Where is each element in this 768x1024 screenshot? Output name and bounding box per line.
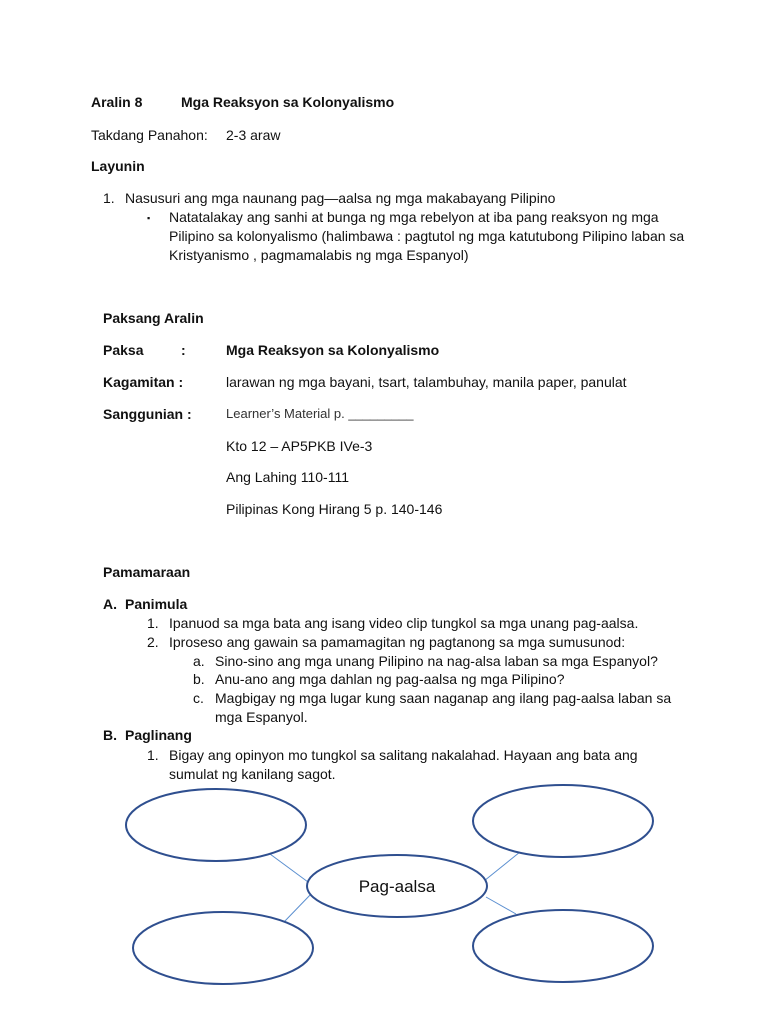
reference-item: Ang Lahing 110-111 xyxy=(226,469,349,485)
question-text: Magbigay ng mga lugar kung saan naganap ang ilang pag-aalsa laban sa xyxy=(215,690,672,706)
answer-bubble xyxy=(126,789,306,861)
objective-number: 1. xyxy=(103,190,115,206)
question-text: Anu-ano ang mga dahlan ng pag-aalsa ng mga Pilipino? xyxy=(215,671,565,687)
step-text: sumulat ng kanilang sagot. xyxy=(169,766,336,782)
question-text: mga Espanyol. xyxy=(215,709,308,725)
reference-item: Kto 12 – AP5PKB IVe-3 xyxy=(226,438,373,454)
connector-line xyxy=(484,852,520,881)
step-text: Ipanuod sa mga bata ang isang video clip tungkol sa mga unang pag-aalsa. xyxy=(169,615,639,631)
step-number: 1. xyxy=(147,615,159,631)
question-text: Sino-sino ang mga unang Pilipino na nag-alsa laban sa mga Espanyol? xyxy=(215,653,658,669)
materials-value: larawan ng mga bayani, tsart, talambuhay, manila paper, panulat xyxy=(226,374,627,390)
answer-bubble xyxy=(133,912,313,984)
step-text: Iproseso ang gawain sa pamamagitan ng pagtanong sa mga sumusunod: xyxy=(169,634,626,650)
reference-item: Learner’s Material p. _________ xyxy=(226,406,414,421)
procedure-heading: Pamamaraan xyxy=(103,564,191,580)
section-a-letter: A. xyxy=(103,596,117,612)
connector-line xyxy=(284,893,312,922)
section-a-title: Panimula xyxy=(125,596,188,612)
question-letter: b. xyxy=(193,671,205,687)
step-number: 1. xyxy=(147,747,159,763)
answer-bubble xyxy=(473,910,653,982)
topic-colon: : xyxy=(181,342,186,358)
connector-line xyxy=(270,854,308,882)
bullet-square-icon: ▪ xyxy=(147,213,151,223)
step-text: Bigay ang opinyon mo tungkol sa salitang nakalahad. Hayaan ang bata ang xyxy=(169,747,638,763)
section-b-title: Paglinang xyxy=(125,727,192,743)
materials-label: Kagamitan : xyxy=(103,374,184,390)
objective-bullet-line: Kristyanismo , pagmamalabis ng mga Espanyol) xyxy=(169,247,469,263)
topic-label: Paksa xyxy=(103,342,144,358)
answer-bubble xyxy=(473,785,653,857)
references-label: Sanggunian : xyxy=(103,406,192,422)
section-b-letter: B. xyxy=(103,727,117,743)
objectives-heading: Layunin xyxy=(91,158,145,174)
subject-matter-heading: Paksang Aralin xyxy=(103,310,204,326)
lesson-number: Aralin 8 xyxy=(91,94,143,110)
time-allotment-label: Takdang Panahon: xyxy=(91,127,208,143)
center-label: Pag-aalsa xyxy=(358,877,436,896)
question-letter: a. xyxy=(193,653,205,669)
lesson-title: Mga Reaksyon sa Kolonyalismo xyxy=(181,94,395,110)
connector-line xyxy=(486,897,516,914)
reference-item: Pilipinas Kong Hirang 5 p. 140-146 xyxy=(226,501,443,517)
step-number: 2. xyxy=(147,634,159,650)
question-letter: c. xyxy=(193,690,204,706)
objective-bullet-line: Natatalakay ang sanhi at bunga ng mga rebelyon at iba pang reaksyon ng mga xyxy=(169,209,659,225)
topic-value: Mga Reaksyon sa Kolonyalismo xyxy=(226,342,440,358)
time-allotment-value: 2-3 araw xyxy=(226,127,281,143)
objective-text: Nasusuri ang mga naunang pag—aalsa ng mga makabayang Pilipino xyxy=(125,190,556,206)
objective-bullet-line: Pilipino sa kolonyalismo (halimbawa : pagtutol ng mga katutubong Pilipino laban sa xyxy=(169,228,685,244)
